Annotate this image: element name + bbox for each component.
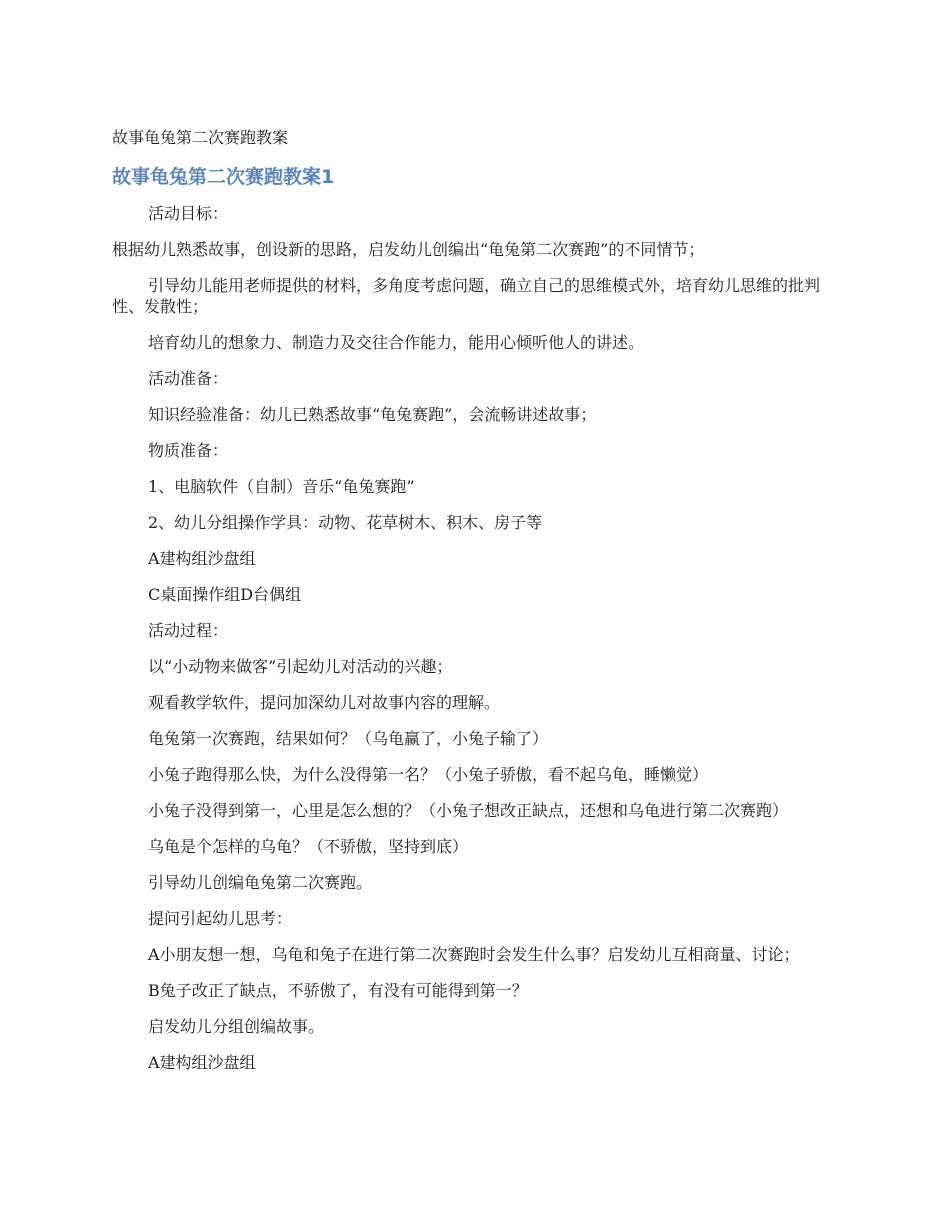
paragraph: 小兔子没得到第一，心里是怎么想的？（小兔子想改正缺点，还想和乌龟进行第二次赛跑） <box>148 801 789 820</box>
document-title: 故事龟兔第二次赛跑教案 <box>112 128 289 147</box>
paragraph: 2、幼儿分组操作学具：动物、花草树木、积木、房子等 <box>148 513 543 532</box>
paragraph: A建构组沙盘组 <box>148 549 256 568</box>
paragraph: C桌面操作组D台偶组 <box>148 585 302 604</box>
paragraph: B兔子改正了缺点，不骄傲了，有没有可能得到第一？ <box>148 981 528 1000</box>
paragraph: 龟兔第一次赛跑，结果如何？（乌龟赢了，小兔子输了） <box>148 729 549 748</box>
paragraph: 物质准备： <box>148 441 229 460</box>
document-body <box>112 203 840 1088</box>
paragraph: 提问引起幼儿思考： <box>148 909 293 928</box>
paragraph: A建构组沙盘组 <box>148 1053 256 1072</box>
paragraph: 培育幼儿的想象力、制造力及交往合作能力，能用心倾听他人的讲述。 <box>148 333 645 352</box>
paragraph: 活动目标： <box>148 204 229 223</box>
paragraph: 引导幼儿创编龟兔第二次赛跑。 <box>148 873 373 892</box>
paragraph: 乌龟是个怎样的乌龟？（不骄傲，坚持到底） <box>148 837 469 856</box>
paragraph: A小朋友想一想，乌龟和兔子在进行第二次赛跑时会发生什么事？启发幼儿互相商量、讨论； <box>148 945 800 964</box>
paragraph: 引导幼儿能用老师提供的材料，多角度考虑问题，确立自己的思维模式外，培育幼儿思维的批判性、发散性； <box>112 276 821 316</box>
paragraph: 小兔子跑得那么快，为什么没得第一名？（小兔子骄傲，看不起乌龟，睡懒觉） <box>148 765 709 784</box>
paragraph: 观看教学软件，提问加深幼儿对故事内容的理解。 <box>148 693 501 712</box>
paragraph: 启发幼儿分组创编故事。 <box>148 1017 325 1036</box>
paragraph: 1、电脑软件（自制）音乐“龟兔赛跑” <box>148 477 415 496</box>
paragraph: 活动准备： <box>148 369 229 388</box>
paragraph: 根据幼儿熟悉故事，创设新的思路，启发幼儿创编出“龟兔第二次赛跑”的不同情节； <box>112 240 705 259</box>
paragraph: 知识经验准备：幼儿已熟悉故事“龟兔赛跑”，会流畅讲述故事； <box>148 405 597 424</box>
paragraph: 以“小动物来做客”引起幼儿对活动的兴趣； <box>148 657 453 676</box>
section-heading: 故事龟兔第二次赛跑教案1 <box>112 166 335 188</box>
paragraph: 活动过程： <box>148 621 229 640</box>
